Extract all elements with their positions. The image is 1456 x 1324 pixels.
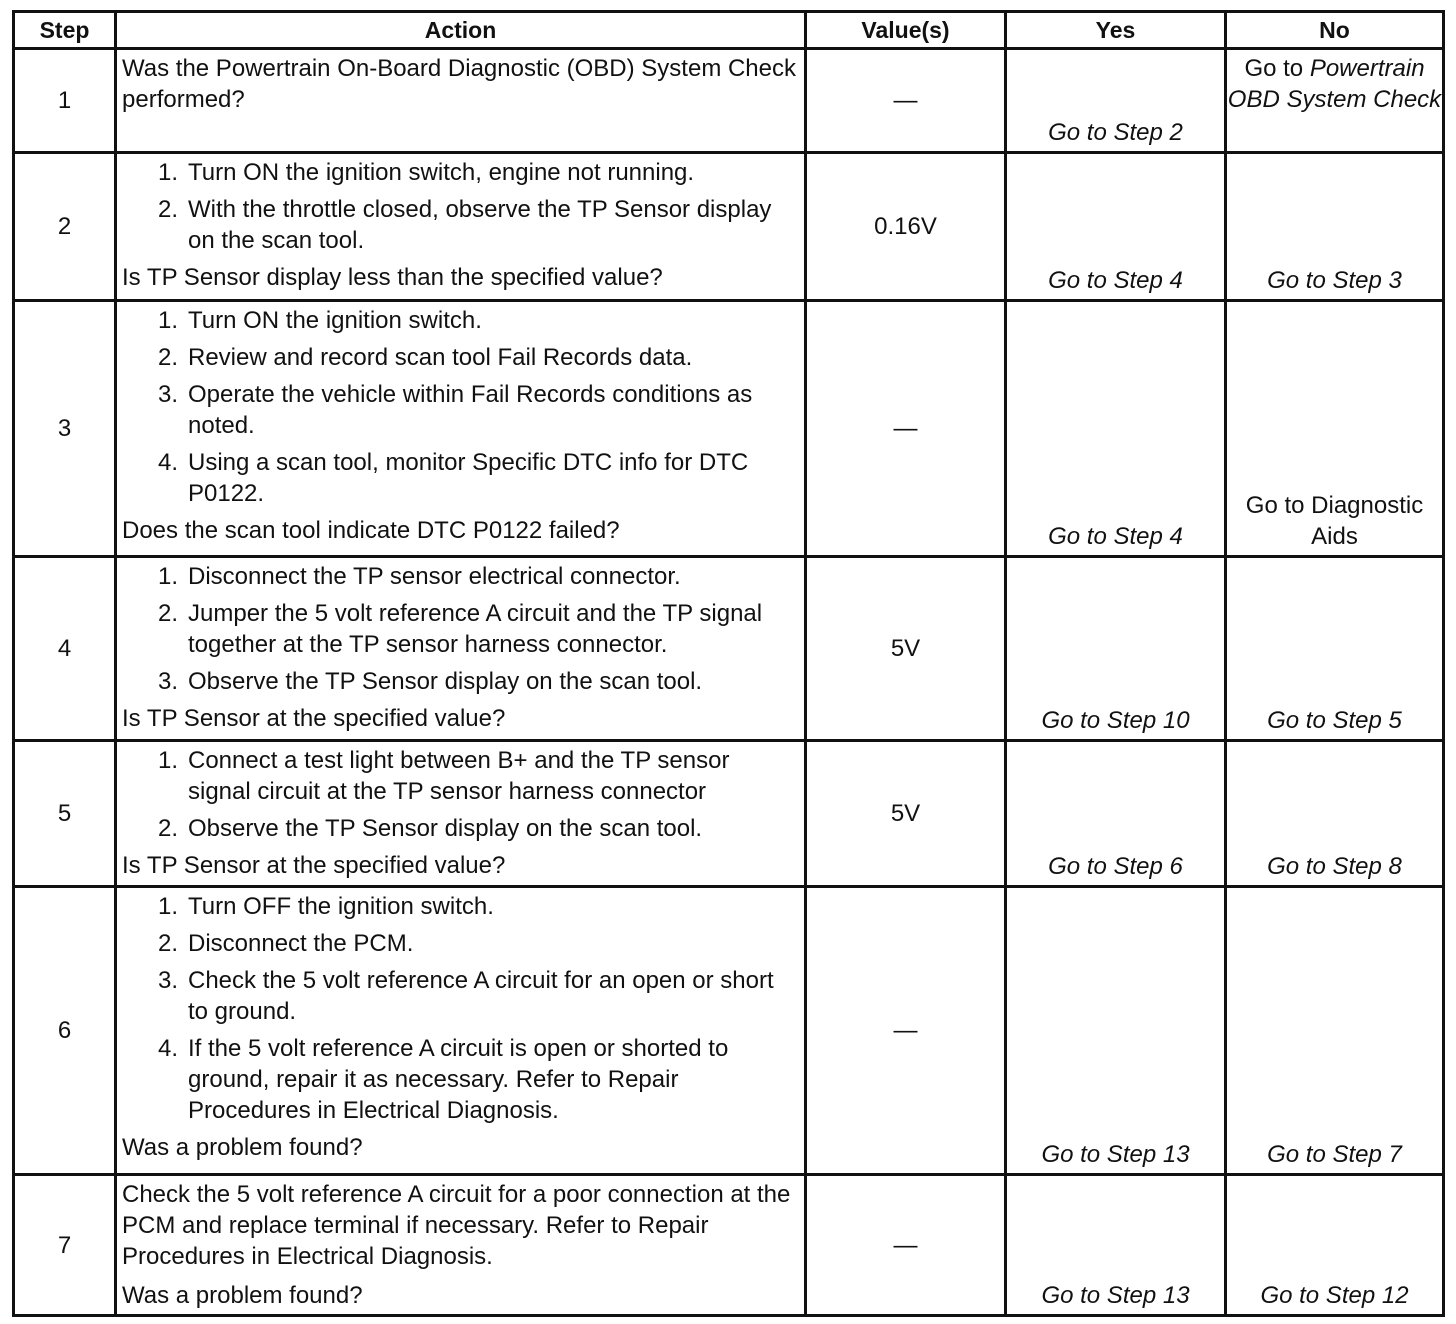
step-number: 6: [14, 887, 116, 1175]
question-text: Is TP Sensor display less than the specified value?: [122, 264, 663, 291]
no-cell: Go to Step 3: [1226, 153, 1444, 301]
item-number: 1.: [157, 159, 178, 186]
question-text: Does the scan tool indicate DTC P0122 failed?: [122, 517, 620, 544]
item-number: 1.: [157, 307, 178, 334]
value-cell: —: [806, 49, 1006, 153]
item-number: 2.: [157, 196, 178, 223]
step-number: 1: [14, 49, 116, 153]
item-text: Operate the vehicle within Fail Records conditions as noted.: [188, 381, 753, 439]
list-item: [122, 745, 798, 807]
no-prefix: Go to: [1244, 55, 1304, 82]
list-item: [122, 891, 798, 922]
header-row: [14, 12, 1444, 49]
yes-cell: Go to Step 13: [1006, 887, 1226, 1175]
list-item: [122, 379, 798, 441]
value-cell: —: [806, 301, 1006, 557]
diagnostic-table: [12, 10, 1445, 1317]
item-number: 3.: [157, 668, 178, 695]
list-item: [122, 598, 798, 660]
item-number: 1.: [157, 563, 178, 590]
action-cell: [116, 1175, 806, 1316]
item-number: 2.: [157, 600, 178, 627]
action-cell: [116, 49, 806, 153]
step-number: 2: [14, 153, 116, 301]
item-text: Using a scan tool, monitor Specific DTC info for DTC P0122.: [188, 449, 749, 507]
action-text: Check the 5 volt reference A circuit for a poor connection at the PCM and replace terminal if necessary. Refer to Repair Procedures in Electrical Diagnosis.: [122, 1181, 791, 1270]
action-text: Was the Powertrain On-Board Diagnostic (OBD) System Check performed?: [122, 55, 797, 113]
item-number: 2.: [157, 815, 178, 842]
table-row: [14, 557, 1444, 741]
item-number: 3.: [157, 967, 178, 994]
yes-cell: Go to Step 13: [1006, 1175, 1226, 1316]
question-text: Was a problem found?: [122, 1282, 363, 1309]
item-text: Jumper the 5 volt reference A circuit and the TP signal together at the TP sensor harness connector.: [188, 600, 763, 658]
no-cell: [1226, 49, 1444, 153]
item-text: Turn ON the ignition switch, engine not running.: [188, 159, 695, 186]
table-row: [14, 1175, 1444, 1316]
header-action: Action: [116, 12, 806, 49]
action-cell: [116, 557, 806, 741]
step-number: 4: [14, 557, 116, 741]
item-text: With the throttle closed, observe the TP Sensor display on the scan tool.: [188, 196, 772, 254]
question-text: Is TP Sensor at the specified value?: [122, 852, 506, 879]
procedure-list: [122, 157, 798, 256]
item-number: 2.: [157, 930, 178, 957]
action-cell: [116, 887, 806, 1175]
value-cell: —: [806, 1175, 1006, 1316]
header-no: No: [1226, 12, 1444, 49]
yes-cell: Go to Step 4: [1006, 301, 1226, 557]
item-text: Check the 5 volt reference A circuit for an open or short to ground.: [188, 967, 774, 1025]
item-text: Review and record scan tool Fail Records data.: [188, 344, 693, 371]
list-item: [122, 813, 798, 844]
list-item: [122, 194, 798, 256]
yes-cell: Go to Step 6: [1006, 741, 1226, 887]
item-number: 4.: [157, 449, 178, 476]
list-item: [122, 965, 798, 1027]
table-row: [14, 49, 1444, 153]
item-text: Disconnect the PCM.: [188, 930, 414, 957]
item-text: Disconnect the TP sensor electrical connector.: [188, 563, 681, 590]
list-item: [122, 561, 798, 592]
list-item: [122, 157, 798, 188]
no-cell: Go to Step 12: [1226, 1175, 1444, 1316]
item-number: 2.: [157, 344, 178, 371]
item-text: Observe the TP Sensor display on the scan tool.: [188, 815, 703, 842]
action-cell: [116, 741, 806, 887]
no-cell: Go to Step 8: [1226, 741, 1444, 887]
header-step: Step: [14, 12, 116, 49]
yes-cell: Go to Step 4: [1006, 153, 1226, 301]
value-cell: 5V: [806, 741, 1006, 887]
yes-cell: Go to Step 10: [1006, 557, 1226, 741]
header-values: Value(s): [806, 12, 1006, 49]
item-text: Observe the TP Sensor display on the scan tool.: [188, 668, 703, 695]
value-cell: 5V: [806, 557, 1006, 741]
question-text: Was a problem found?: [122, 1134, 363, 1161]
list-item: [122, 342, 798, 373]
item-text: Turn ON the ignition switch.: [188, 307, 482, 334]
header-yes: Yes: [1006, 12, 1226, 49]
step-number: 7: [14, 1175, 116, 1316]
action-cell: [116, 153, 806, 301]
list-item: [122, 305, 798, 336]
procedure-list: [122, 745, 798, 844]
table-row: [14, 741, 1444, 887]
step-number: 5: [14, 741, 116, 887]
table-row: [14, 153, 1444, 301]
procedure-list: [122, 891, 798, 1126]
value-cell: —: [806, 887, 1006, 1175]
value-cell: 0.16V: [806, 153, 1006, 301]
item-number: 3.: [157, 381, 178, 408]
list-item: [122, 1033, 798, 1126]
question-text: Is TP Sensor at the specified value?: [122, 705, 506, 732]
item-text: Connect a test light between B+ and the TP sensor signal circuit at the TP sensor harness connector: [188, 747, 730, 805]
step-number: 3: [14, 301, 116, 557]
list-item: [122, 666, 798, 697]
item-text: If the 5 volt reference A circuit is open or shorted to ground, repair it as necessary. Refer to Repair Procedures in Electrical Diagnosis.: [188, 1035, 729, 1124]
table-row: [14, 887, 1444, 1175]
diagnostic-table-sheet: [12, 10, 1442, 1317]
yes-cell: Go to Step 2: [1006, 49, 1226, 153]
item-number: 1.: [157, 747, 178, 774]
item-text: Turn OFF the ignition switch.: [188, 893, 494, 920]
item-number: 4.: [157, 1035, 178, 1062]
no-cell: Go to Diagnostic Aids: [1226, 301, 1444, 557]
action-cell: [116, 301, 806, 557]
list-item: [122, 447, 798, 509]
procedure-list: [122, 561, 798, 697]
no-cell: Go to Step 5: [1226, 557, 1444, 741]
item-number: 1.: [157, 893, 178, 920]
no-cell: Go to Step 7: [1226, 887, 1444, 1175]
list-item: [122, 928, 798, 959]
table-row: [14, 301, 1444, 557]
procedure-list: [122, 305, 798, 509]
no-link: Powertrain OBD System Check: [1227, 55, 1442, 113]
